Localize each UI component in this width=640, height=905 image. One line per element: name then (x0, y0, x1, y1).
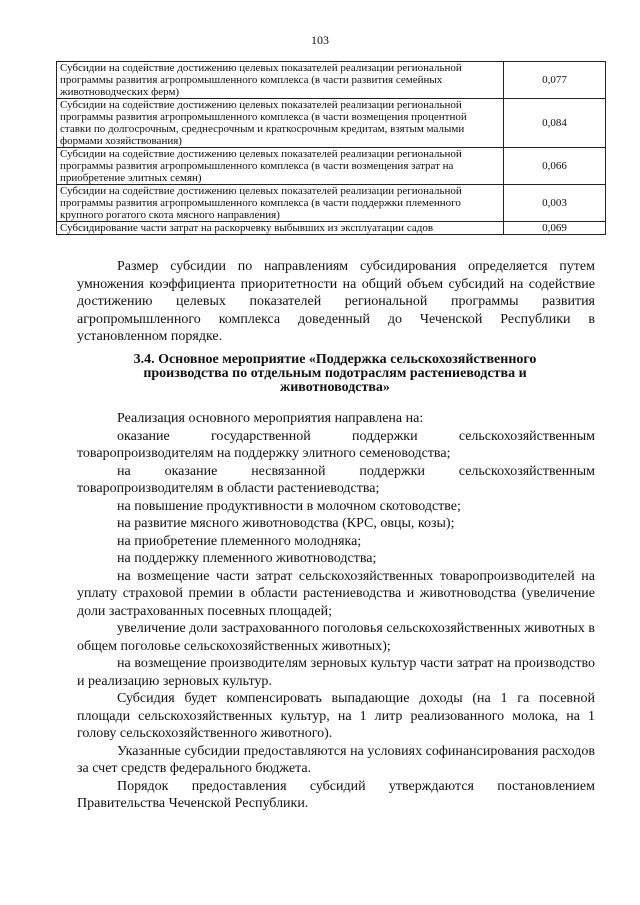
table-row (57, 99, 606, 148)
body-paragraph: на возмещение части затрат сельскохозяйственных товаропроизводителей на уплату страховой премии в области растениеводства и животноводства (увеличение доли застрахованных посевных площадей; (77, 568, 595, 619)
row-value: 0,084 (504, 99, 606, 148)
row-description: Субсидии на содействие достижению целевых показателей реализации региональной программы развития агропромышленного комплекса (в части возмещения затрат на приобретение элитных семян) (57, 148, 504, 185)
row-description: Субсидии на содействие достижению целевых показателей реализации региональной программы развития агропромышленного комплекса (в части возмещения процентной ставки по долгосрочным, среднесрочным и краткосрочным кредитам, взятым малыми формами хозяйствования) (57, 99, 504, 148)
row-description: Субсидии на содействие достижению целевых показателей реализации региональной программы развития агропромышленного комплекса (в части поддержки племенного крупного рогатого скота мясного направления) (57, 185, 504, 222)
body-paragraph: увеличение доли застрахованного поголовья сельскохозяйственных животных в общем поголовье сельскохозяйственных животных); (77, 621, 595, 654)
table-row (57, 148, 606, 185)
page-number: 103 (311, 33, 329, 47)
body-paragraph: на приобретение племенного молодняка; (117, 533, 362, 549)
row-description: Субсидии на содействие достижению целевых показателей реализации региональной программы развития агропромышленного комплекса (в части развития семейных животноводческих ферм) (57, 62, 504, 99)
table-row (57, 222, 606, 235)
intro-paragraph: Размер субсидии по направлениям субсидирования определяется путем умножения коэффициента приоритетности на общий объем субсидий на содействие достижению целевых показателей региональной программы развития агропромышленного комплекса доведенный до Чеченской Республики в установленном порядке. (77, 259, 595, 344)
table-row (57, 185, 606, 222)
intro-section (77, 258, 595, 346)
body-paragraph: Указанные субсидии предоставляются на условиях софинансирования расходов за счет средств федерального бюджета. (77, 743, 595, 776)
row-value: 0,077 (504, 62, 606, 99)
body-paragraph: на возмещение производителям зерновых культур части затрат на производство и реализацию зерновых культур. (77, 656, 595, 689)
row-value: 0,069 (504, 222, 606, 235)
row-value: 0,003 (504, 185, 606, 222)
row-value: 0,066 (504, 148, 606, 185)
body-paragraph: Субсидия будет компенсировать выпадающие доходы (на 1 га посевной площади сельскохозяйственных культур, на 1 литр реализованного молока, на 1 голову сельскохозяйственного животного). (77, 691, 595, 741)
table-row (57, 62, 606, 99)
body-paragraph: на развитие мясного животноводства (КРС, овцы, козы); (117, 516, 455, 531)
body-paragraph: на оказание несвязанной поддержки сельскохозяйственным товаропроизводителям в области растениеводства; (77, 463, 595, 496)
body-paragraph: Реализация основного мероприятия направлена на: (117, 411, 424, 426)
section-body (77, 410, 595, 813)
row-description: Субсидирование части затрат на раскорчевку выбывших из эксплуатации садов (57, 222, 504, 235)
body-paragraph: на поддержку племенного животноводства; (117, 551, 377, 566)
section-title: 3.4. Основное мероприятие «Поддержка сельскохозяйственного производства по отдельным подотраслям растениеводства и животноводства» (133, 352, 537, 395)
body-paragraph: оказание государственной поддержки сельскохозяйственным товаропроизводителям на поддержку элитного семеноводства; (77, 428, 595, 461)
subsidy-coefficient-table (56, 61, 606, 235)
body-paragraph: на повышение продуктивности в молочном скотоводстве; (117, 498, 461, 514)
body-paragraph: Порядок предоставления субсидий утверждаются постановлением Правительства Чеченской Республики. (77, 778, 595, 811)
